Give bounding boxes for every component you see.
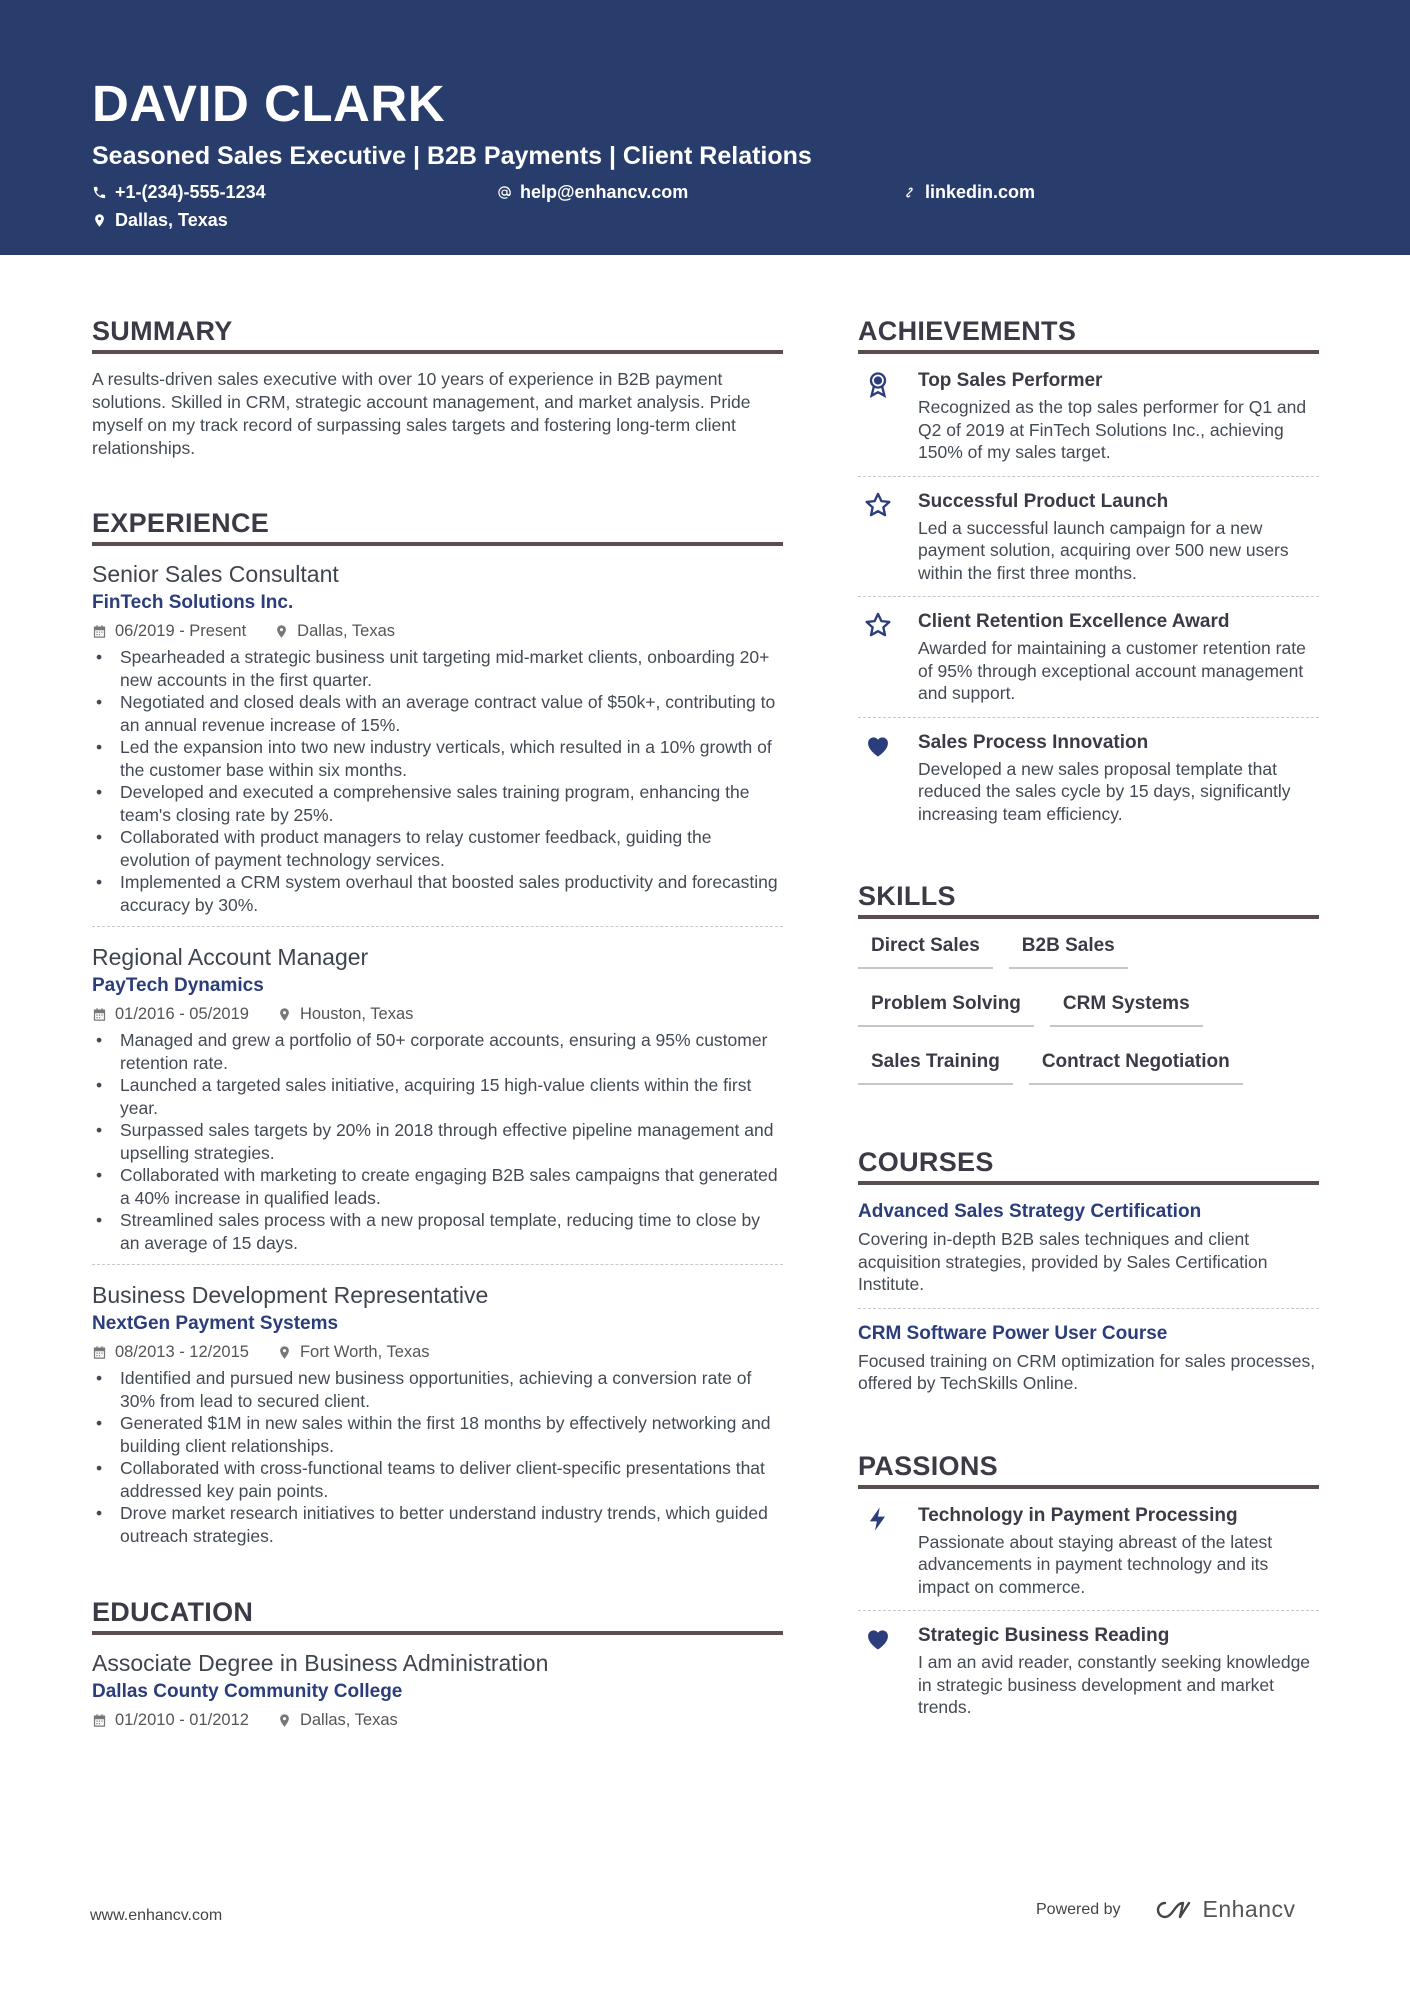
achievements-heading: ACHIEVEMENTS: [858, 312, 1319, 354]
job-title: Regional Account Manager: [92, 944, 369, 970]
bullet-item: • Launched a targeted sales initiative, acquiring 15 high-value clients within the first year.: [92, 1074, 783, 1119]
achievement-title: Client Retention Excellence Award: [918, 611, 1230, 632]
bullet-item: • Identified and pursued new business opportunities, achieving a conversion rate of 30% from lead to secured client.: [92, 1367, 783, 1412]
passion-item: [858, 1611, 1319, 1731]
enhancv-logo-icon: [1147, 1897, 1195, 1923]
contact-list: [92, 178, 1318, 234]
location-pin-icon: [92, 213, 107, 228]
achievements-section: [858, 312, 1319, 837]
job-dates: 08/2013 - 12/2015: [115, 1343, 249, 1361]
course-title: Advanced Sales Strategy Certification: [858, 1201, 1202, 1222]
job-bullets: [92, 646, 783, 916]
calendar-icon: [92, 624, 107, 639]
job-company: PayTech Dynamics: [92, 975, 264, 996]
achievement-desc: Developed a new sales proposal template that reduced the sales cycle by 15 days, significantly increasing team efficiency.: [918, 758, 1291, 824]
footer-branding: [1036, 1896, 1296, 1923]
bullet-item: • Surpassed sales targets by 20% in 2018 through effective pipeline management and upselling strategies.: [92, 1119, 783, 1164]
job-location: Dallas, Texas: [297, 622, 395, 640]
education-location: Dallas, Texas: [299, 1711, 398, 1729]
location-pin-icon: [277, 1007, 292, 1022]
email-text[interactable]: help@enhancv.com: [520, 182, 689, 202]
contact-phone: [92, 178, 497, 206]
left-column: [92, 312, 783, 1777]
summary-text: A results-driven sales executive with over 10 years of experience in B2B payment solutions. Skilled in CRM, strategic account management, and market analysis. Pride myself on my track record of surpassing sales targets and fostering long-term client relationships.: [92, 369, 751, 458]
job-dates: 01/2016 - 05/2019: [115, 1005, 249, 1023]
lightning-icon: [864, 1505, 892, 1533]
job-location: Houston, Texas: [299, 1005, 414, 1023]
at-icon: [497, 185, 512, 200]
calendar-icon: [92, 1713, 107, 1728]
calendar-icon: [92, 1007, 107, 1022]
education-section: [92, 1593, 783, 1733]
location-pin-icon: [277, 1713, 292, 1728]
calendar-icon: [92, 1345, 107, 1360]
bullet-item: • Collaborated with product managers to relay customer feedback, guiding the evolution of payment technology services.: [92, 826, 783, 871]
education-heading: EDUCATION: [92, 1593, 783, 1635]
phone-icon: [92, 185, 107, 200]
contact-location: [92, 206, 497, 234]
course-item: [858, 1187, 1319, 1309]
skill-tag: Problem Solving: [858, 983, 1034, 1027]
course-item: [858, 1309, 1319, 1407]
passions-heading: PASSIONS: [858, 1447, 1319, 1489]
skill-tag: Direct Sales: [858, 925, 993, 969]
location-pin-icon: [277, 1345, 292, 1360]
degree-title: Associate Degree in Business Administration: [92, 1650, 549, 1676]
achievement-item: [858, 477, 1319, 598]
bullet-item: • Managed and grew a portfolio of 50+ corporate accounts, ensuring a 95% customer retention rate.: [92, 1029, 783, 1074]
star-icon: [864, 491, 892, 519]
star-icon: [864, 611, 892, 639]
contact-email[interactable]: [497, 178, 902, 206]
job-location: Fort Worth, Texas: [299, 1343, 430, 1361]
achievement-item: [858, 597, 1319, 718]
achievement-title: Successful Product Launch: [918, 490, 1169, 512]
bullet-item: • Streamlined sales process with a new proposal template, reducing time to close by an average of 15 days.: [92, 1209, 783, 1254]
bullet-item: • Negotiated and closed deals with an average contract value of $50k+, contributing to an annual revenue increase of 15%.: [92, 691, 783, 736]
job-entry: [92, 558, 783, 927]
job-title: Senior Sales Consultant: [92, 561, 339, 587]
passion-title: Technology in Payment Processing: [918, 1504, 1238, 1526]
education-dates: 01/2010 - 01/2012: [115, 1711, 249, 1729]
location-pin-icon: [274, 624, 289, 639]
school-name: Dallas County Community College: [92, 1681, 403, 1702]
bullet-item: • Implemented a CRM system overhaul that boosted sales productivity and forecasting accuracy by 30%.: [92, 871, 783, 916]
bullet-item: • Led the expansion into two new industry verticals, which resulted in a 10% growth of the customer base within six months.: [92, 736, 783, 781]
achievement-item: [858, 718, 1319, 838]
resume-header: [0, 0, 1410, 255]
job-dates: 06/2019 - Present: [115, 622, 247, 640]
location-text: Dallas, Texas: [115, 210, 228, 230]
passions-section: [858, 1447, 1319, 1731]
skill-tag: Contract Negotiation: [1029, 1041, 1243, 1085]
candidate-tagline: Seasoned Sales Executive | B2B Payments | Client Relations: [92, 142, 812, 170]
achievement-title: Sales Process Innovation: [918, 731, 1149, 753]
enhancv-logo[interactable]: [1147, 1896, 1296, 1923]
course-desc: Covering in-depth B2B sales techniques and client acquisition strategies, provided by Sales Certification Institute.: [858, 1229, 1268, 1294]
candidate-name: DAVID CLARK: [92, 75, 446, 132]
summary-section: [92, 312, 783, 460]
job-title: Business Development Representative: [92, 1282, 489, 1308]
passion-item: [858, 1491, 1319, 1612]
job-meta: [92, 1001, 783, 1027]
bullet-item: • Generated $1M in new sales within the first 18 months by effectively networking and building client relationships.: [92, 1412, 783, 1457]
courses-section: [858, 1143, 1319, 1407]
passion-desc: Passionate about staying abreast of the latest advancements in payment technology and its impact on commerce.: [918, 1531, 1273, 1597]
skills-section: [858, 877, 1319, 1099]
job-company: NextGen Payment Systems: [92, 1313, 339, 1334]
job-entry: [92, 941, 783, 1265]
job-meta: [92, 618, 783, 644]
phone-text: +1-(234)-555-1234: [115, 182, 266, 202]
experience-section: [92, 504, 783, 1557]
job-bullets: [92, 1029, 783, 1254]
achievement-desc: Led a successful launch campaign for a new payment solution, acquiring over 500 new users within the first three months.: [918, 517, 1289, 583]
courses-heading: COURSES: [858, 1143, 1319, 1185]
bullet-item: • Drove market research initiatives to better understand industry trends, which guided outreach strategies.: [92, 1502, 783, 1547]
passion-desc: I am an avid reader, constantly seeking knowledge in strategic business development and market trends.: [918, 1652, 1311, 1717]
right-column: [858, 312, 1319, 1775]
job-company: FinTech Solutions Inc.: [92, 592, 294, 613]
skill-tag: B2B Sales: [1009, 925, 1128, 969]
achievement-desc: Recognized as the top sales performer for Q1 and Q2 of 2019 at FinTech Solutions Inc., achieving 150% of my sales target.: [918, 397, 1307, 462]
link-icon: [902, 185, 917, 200]
heart-icon: [864, 732, 892, 760]
skills-list: [858, 925, 1319, 1099]
summary-heading: SUMMARY: [92, 312, 783, 354]
course-title: CRM Software Power User Course: [858, 1322, 1168, 1344]
job-bullets: [92, 1367, 783, 1547]
enhancv-logo-text: Enhancv: [1202, 1896, 1296, 1922]
job-entry: [92, 1279, 783, 1557]
bullet-item: • Collaborated with marketing to create engaging B2B sales campaigns that generated a 40% increase in qualified leads.: [92, 1164, 783, 1209]
heart-icon: [864, 1625, 892, 1653]
contact-linkedin[interactable]: [902, 178, 1307, 206]
footer-website[interactable]: www.enhancv.com: [90, 1907, 223, 1924]
skill-tag: Sales Training: [858, 1041, 1013, 1085]
job-meta: [92, 1339, 783, 1365]
achievement-title: Top Sales Performer: [918, 370, 1103, 391]
education-meta: [92, 1707, 783, 1733]
bullet-item: • Developed and executed a comprehensive sales training program, enhancing the team's closing rate by 25%.: [92, 781, 783, 826]
achievement-item: [858, 356, 1319, 477]
skill-tag: CRM Systems: [1050, 983, 1203, 1027]
experience-heading: EXPERIENCE: [92, 504, 783, 546]
award-icon: [864, 370, 892, 398]
passion-title: Strategic Business Reading: [918, 1625, 1170, 1646]
powered-by-text: Powered by: [1036, 1900, 1121, 1918]
bullet-item: • Spearheaded a strategic business unit targeting mid-market clients, onboarding 20+ new accounts in the first quarter.: [92, 646, 783, 691]
achievement-desc: Awarded for maintaining a customer retention rate of 95% through exceptional account management and support.: [918, 638, 1306, 703]
skills-heading: SKILLS: [858, 877, 1319, 919]
bullet-item: • Collaborated with cross-functional teams to deliver client-specific presentations that addressed key pain points.: [92, 1457, 783, 1502]
linkedin-text[interactable]: linkedin.com: [925, 182, 1036, 202]
course-desc: Focused training on CRM optimization for sales processes, offered by TechSkills Online.: [858, 1350, 1316, 1393]
